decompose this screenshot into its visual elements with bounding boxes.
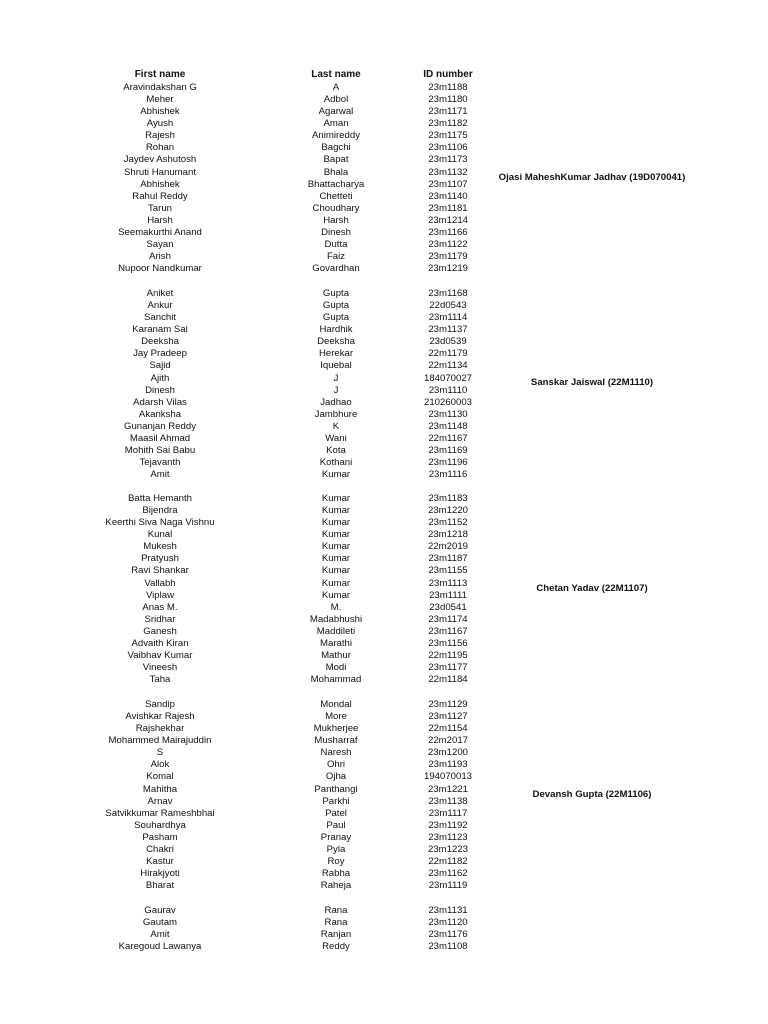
last-name-cell: Panthangi <box>314 783 358 795</box>
id-number-cell: 23m1132 <box>428 166 468 178</box>
last-name-cell: Maddileti <box>316 625 356 637</box>
last-name-cell: Kumar <box>321 589 351 601</box>
id-number-cell: 23m1223 <box>427 843 468 855</box>
first-name-cell: Sayan <box>146 238 174 250</box>
first-name-cell: Tejavanth <box>139 457 181 468</box>
first-name-cell: S <box>156 747 164 759</box>
last-name-cell: K <box>332 420 340 432</box>
last-name-cell: Rana <box>324 917 348 929</box>
last-name-cell: Naresh <box>320 747 352 759</box>
first-name-cell: Mohith Sai Babu <box>124 444 196 456</box>
id-number-cell: 23m1193 <box>428 759 468 771</box>
id-number-cell: 194070013 <box>423 771 473 783</box>
last-name-cell: Patel <box>325 807 347 819</box>
first-name-cell: Bharat <box>145 880 175 891</box>
id-number-cell: 23m1111 <box>429 589 467 601</box>
first-name-cell: Gunanjan Reddy <box>123 420 196 432</box>
first-name-cell: Rajshekhar <box>135 723 185 735</box>
first-name-cell: Rajesh <box>145 130 175 142</box>
first-name-cell: Gautam <box>142 917 178 929</box>
first-name-cell: Chakri <box>146 843 174 855</box>
first-name-cell: Ajith <box>150 372 170 384</box>
id-number-cell: 23m1182 <box>428 118 468 130</box>
id-number-cell: 22d0543 <box>429 300 467 312</box>
last-name-cell: Herekar <box>318 348 354 360</box>
id-number-cell: 23m1155 <box>428 565 468 577</box>
first-name-cell: Taha <box>149 674 171 685</box>
first-name-cell: Maasil Ahmad <box>129 432 191 444</box>
first-name-cell: Deeksha <box>141 336 179 348</box>
last-name-cell: Kumar <box>321 565 351 577</box>
id-number-cell: 22m1182 <box>428 855 468 867</box>
id-number-cell: 23m1130 <box>428 408 468 420</box>
first-name-cell: Karanam Sai <box>132 324 188 336</box>
first-name-cell: Amit <box>150 469 170 481</box>
id-number-cell: 23m1131 <box>428 905 468 916</box>
first-name-cell: Ravi Shankar <box>131 565 189 577</box>
first-name-cell: Keerthi Siva Naga Vishnu <box>105 517 215 529</box>
id-number-cell: 23d0541 <box>429 601 467 613</box>
first-name-cell: Karegoud Lawanya <box>118 941 202 953</box>
first-name-cell: Ganesh <box>143 625 177 637</box>
id-number-cell: 23m1107 <box>428 178 468 190</box>
first-name-cell: Sajid <box>149 360 171 372</box>
id-number-cell: 210260003 <box>423 396 473 408</box>
last-name-cell: Agarwal <box>318 106 354 118</box>
first-name-cell: Dinesh <box>145 384 175 396</box>
id-number-cell: 23m1179 <box>428 251 468 262</box>
first-name-cell: Vineesh <box>142 662 178 673</box>
first-name-cell: Akanksha <box>138 408 182 420</box>
last-name-cell: Ojha <box>325 771 347 783</box>
last-name-cell: Rana <box>324 905 348 916</box>
last-name-cell: Mukherjee <box>313 723 359 735</box>
first-name-cell: Ayush <box>146 118 174 130</box>
id-number-cell: 22m1154 <box>428 723 468 735</box>
first-name-cell: Nupoor Nandkumar <box>118 263 202 275</box>
first-name-cell: Aravindakshan G <box>123 82 197 93</box>
last-name-cell: J <box>333 384 339 396</box>
last-name-cell: Jadhao <box>320 396 352 408</box>
last-name-cell: Kota <box>326 444 346 456</box>
last-name-cell: Kumar <box>321 505 351 517</box>
id-number-cell: 23m1180 <box>428 94 468 106</box>
id-number-cell: 23m1140 <box>428 190 468 202</box>
first-name-cell: Aniket <box>146 288 174 299</box>
last-name-cell: Pyla <box>326 843 346 855</box>
first-name-cell: Shruti Hanumant <box>124 166 196 178</box>
first-name-cell: Tarun <box>148 202 172 214</box>
ta-assignment-label: Sanskar Jaiswal (22M1110) <box>530 377 654 388</box>
last-name-cell: Choudhary <box>312 202 360 214</box>
first-name-cell: Mahitha <box>142 783 178 795</box>
last-name-cell: A <box>332 82 340 93</box>
first-name-cell: Mohammed Mairajuddin <box>108 735 212 747</box>
first-name-cell: Gaurav <box>144 905 176 916</box>
id-number-cell: 23m1181 <box>428 202 468 214</box>
last-name-cell: Jambhure <box>314 408 358 420</box>
first-name-cell: Sanchit <box>144 312 176 324</box>
last-name-cell: Animireddy <box>312 130 360 142</box>
last-name-cell: Govardhan <box>312 263 360 275</box>
last-name-cell: Kumar <box>321 493 351 504</box>
id-number-cell: 23m1156 <box>428 637 468 649</box>
id-number-cell: 184070027 <box>423 372 473 384</box>
id-number-cell: 22m1134 <box>428 360 468 372</box>
id-number-cell: 23m1119 <box>428 880 468 891</box>
id-number-cell: 23m1175 <box>428 130 468 142</box>
first-name-cell: Vaibhav Kumar <box>127 649 193 661</box>
first-name-cell: Avishkar Rajesh <box>125 711 195 723</box>
last-name-cell: Mathur <box>321 649 351 661</box>
last-name-cell: Mohammad <box>310 674 362 685</box>
id-number-cell: 23d0539 <box>429 336 467 348</box>
id-number-cell: 23m1120 <box>428 917 468 929</box>
last-name-cell: Chetteti <box>319 190 353 202</box>
last-name-cell: Harsh <box>323 214 349 226</box>
last-name-cell: J <box>333 372 339 384</box>
id-number-cell: 23m1108 <box>428 941 468 953</box>
last-name-cell: Mondal <box>320 699 352 710</box>
last-name-cell: Kumar <box>321 541 351 553</box>
last-name-cell: Kumar <box>321 469 351 481</box>
id-number-cell: 22m1195 <box>428 649 468 661</box>
first-name-cell: Arish <box>149 251 171 262</box>
last-name-cell: Modi <box>325 662 347 673</box>
id-number-cell: 23m1169 <box>428 444 468 456</box>
id-number-cell: 23m1137 <box>428 324 468 336</box>
last-name-cell: Raheja <box>320 880 352 891</box>
id-number-cell: 23m1138 <box>428 795 468 807</box>
first-name-cell: Arnav <box>147 795 173 807</box>
last-name-cell: Ranjan <box>320 929 352 941</box>
id-number-cell: 23m1173 <box>428 154 468 166</box>
first-name-cell: Bijendra <box>142 505 178 517</box>
first-name-cell: Sridhar <box>144 613 176 625</box>
last-name-cell: Kumar <box>321 529 351 541</box>
id-number-cell: 22m1184 <box>428 674 468 685</box>
id-number-cell: 23m1129 <box>428 699 468 710</box>
id-number-cell: 23m1162 <box>428 868 468 879</box>
last-name-cell: Dinesh <box>321 226 351 238</box>
id-number-cell: 22m1179 <box>428 348 468 360</box>
last-name-cell: Iquebal <box>320 360 352 372</box>
id-number-cell: 23m1188 <box>428 82 468 93</box>
first-name-cell: Satvikkumar Rameshbhai <box>105 807 215 819</box>
first-name-cell: Vallabh <box>144 577 176 589</box>
id-number-cell: 23m1219 <box>427 263 468 275</box>
id-number-cell: 23m1187 <box>428 553 468 565</box>
header-id-number: ID number <box>423 69 473 80</box>
id-number-cell: 23m1123 <box>428 831 468 843</box>
first-name-cell: Meher <box>146 94 174 106</box>
id-number-cell: 23m1117 <box>428 807 468 819</box>
header-first-name: First name <box>134 69 186 80</box>
first-name-cell: Pasham <box>142 831 178 843</box>
last-name-cell: Roy <box>327 855 345 867</box>
last-name-cell: Marathi <box>320 637 352 649</box>
id-number-cell: 23m1221 <box>427 783 468 795</box>
id-number-cell: 23m1152 <box>428 517 468 529</box>
first-name-cell: Seemakurthi Anand <box>118 226 202 238</box>
id-number-cell: 22m2017 <box>427 735 468 747</box>
last-name-cell: Kothani <box>319 457 353 468</box>
last-name-cell: Reddy <box>322 941 350 953</box>
last-name-cell: Gupta <box>322 300 350 312</box>
id-number-cell: 23m1127 <box>428 711 468 723</box>
header-last-name: Last name <box>311 69 361 80</box>
last-name-cell: Kumar <box>321 553 351 565</box>
id-number-cell: 23m1200 <box>427 747 468 759</box>
id-number-cell: 23m1214 <box>427 214 468 226</box>
id-number-cell: 23m1168 <box>428 288 468 299</box>
first-name-cell: Advaith Kiran <box>131 637 189 649</box>
first-name-cell: Adarsh Vilas <box>133 396 187 408</box>
first-name-cell: Abhishek <box>140 178 180 190</box>
last-name-cell: Ohri <box>326 759 346 771</box>
last-name-cell: Bagchi <box>321 142 351 154</box>
first-name-cell: Hirakjyoti <box>140 868 180 879</box>
ta-assignment-label: Chetan Yadav (22M1107) <box>536 583 648 594</box>
id-number-cell: 23m1113 <box>428 577 468 589</box>
id-number-cell: 23m1166 <box>428 226 468 238</box>
id-number-cell: 23m1171 <box>428 106 468 118</box>
last-name-cell: Parkhi <box>322 795 350 807</box>
id-number-cell: 23m1122 <box>428 238 468 250</box>
first-name-cell: Mukesh <box>143 541 177 553</box>
last-name-cell: Adbol <box>323 94 349 106</box>
last-name-cell: Deeksha <box>317 336 355 348</box>
last-name-cell: Kumar <box>321 517 351 529</box>
first-name-cell: Abhishek <box>140 106 180 118</box>
id-number-cell: 23m1174 <box>428 613 468 625</box>
last-name-cell: Wani <box>325 432 347 444</box>
last-name-cell: Bapat <box>323 154 349 166</box>
last-name-cell: Faiz <box>326 251 346 262</box>
last-name-cell: Bhattacharya <box>307 178 365 190</box>
last-name-cell: M. <box>330 601 342 613</box>
id-number-cell: 23m1148 <box>428 420 468 432</box>
last-name-cell: Aman <box>323 118 349 130</box>
first-name-cell: Jay Pradeep <box>133 348 187 360</box>
last-name-cell: Gupta <box>322 288 350 299</box>
id-number-cell: 23m1218 <box>427 529 468 541</box>
last-name-cell: Madabhushi <box>309 613 363 625</box>
id-number-cell: 23m1110 <box>428 384 468 396</box>
last-name-cell: Rabha <box>321 868 351 879</box>
id-number-cell: 23m1106 <box>428 142 468 154</box>
id-number-cell: 23m1192 <box>428 819 468 831</box>
ta-assignment-label: Ojasi MaheshKumar Jadhav (19D070041) <box>498 172 686 183</box>
first-name-cell: Souhardhya <box>134 819 186 831</box>
first-name-cell: Harsh <box>147 214 173 226</box>
first-name-cell: Sandip <box>145 699 175 710</box>
id-number-cell: 23m1220 <box>427 505 468 517</box>
last-name-cell: Hardhik <box>319 324 353 336</box>
id-number-cell: 23m1177 <box>428 662 468 673</box>
first-name-cell: Kunal <box>147 529 173 541</box>
last-name-cell: Gupta <box>322 312 350 324</box>
first-name-cell: Amit <box>150 929 170 941</box>
last-name-cell: More <box>325 711 347 723</box>
last-name-cell: Musharraf <box>314 735 358 747</box>
first-name-cell: Viplaw <box>145 589 175 601</box>
first-name-cell: Jaydev Ashutosh <box>123 154 197 166</box>
last-name-cell: Paul <box>326 819 346 831</box>
id-number-cell: 23m1114 <box>428 312 468 324</box>
ta-assignment-label: Devansh Gupta (22M1106) <box>532 789 652 800</box>
id-number-cell: 23m1196 <box>428 457 468 468</box>
last-name-cell: Pranay <box>320 831 352 843</box>
first-name-cell: Komal <box>146 771 174 783</box>
id-number-cell: 23m1167 <box>428 625 468 637</box>
id-number-cell: 23m1116 <box>428 469 468 481</box>
first-name-cell: Pratyush <box>141 553 179 565</box>
id-number-cell: 23m1176 <box>428 929 468 941</box>
id-number-cell: 23m1183 <box>428 493 468 504</box>
first-name-cell: Rahul Reddy <box>132 190 188 202</box>
first-name-cell: Alok <box>150 759 170 771</box>
first-name-cell: Rohan <box>145 142 175 154</box>
first-name-cell: Ankur <box>147 300 173 312</box>
first-name-cell: Batta Hemanth <box>128 493 192 504</box>
last-name-cell: Bhala <box>323 166 349 178</box>
first-name-cell: Anas M. <box>142 601 178 613</box>
last-name-cell: Dutta <box>324 238 348 250</box>
id-number-cell: 22m1167 <box>428 432 468 444</box>
last-name-cell: Kumar <box>321 577 351 589</box>
first-name-cell: Kastur <box>146 855 174 867</box>
id-number-cell: 22m2019 <box>427 541 468 553</box>
